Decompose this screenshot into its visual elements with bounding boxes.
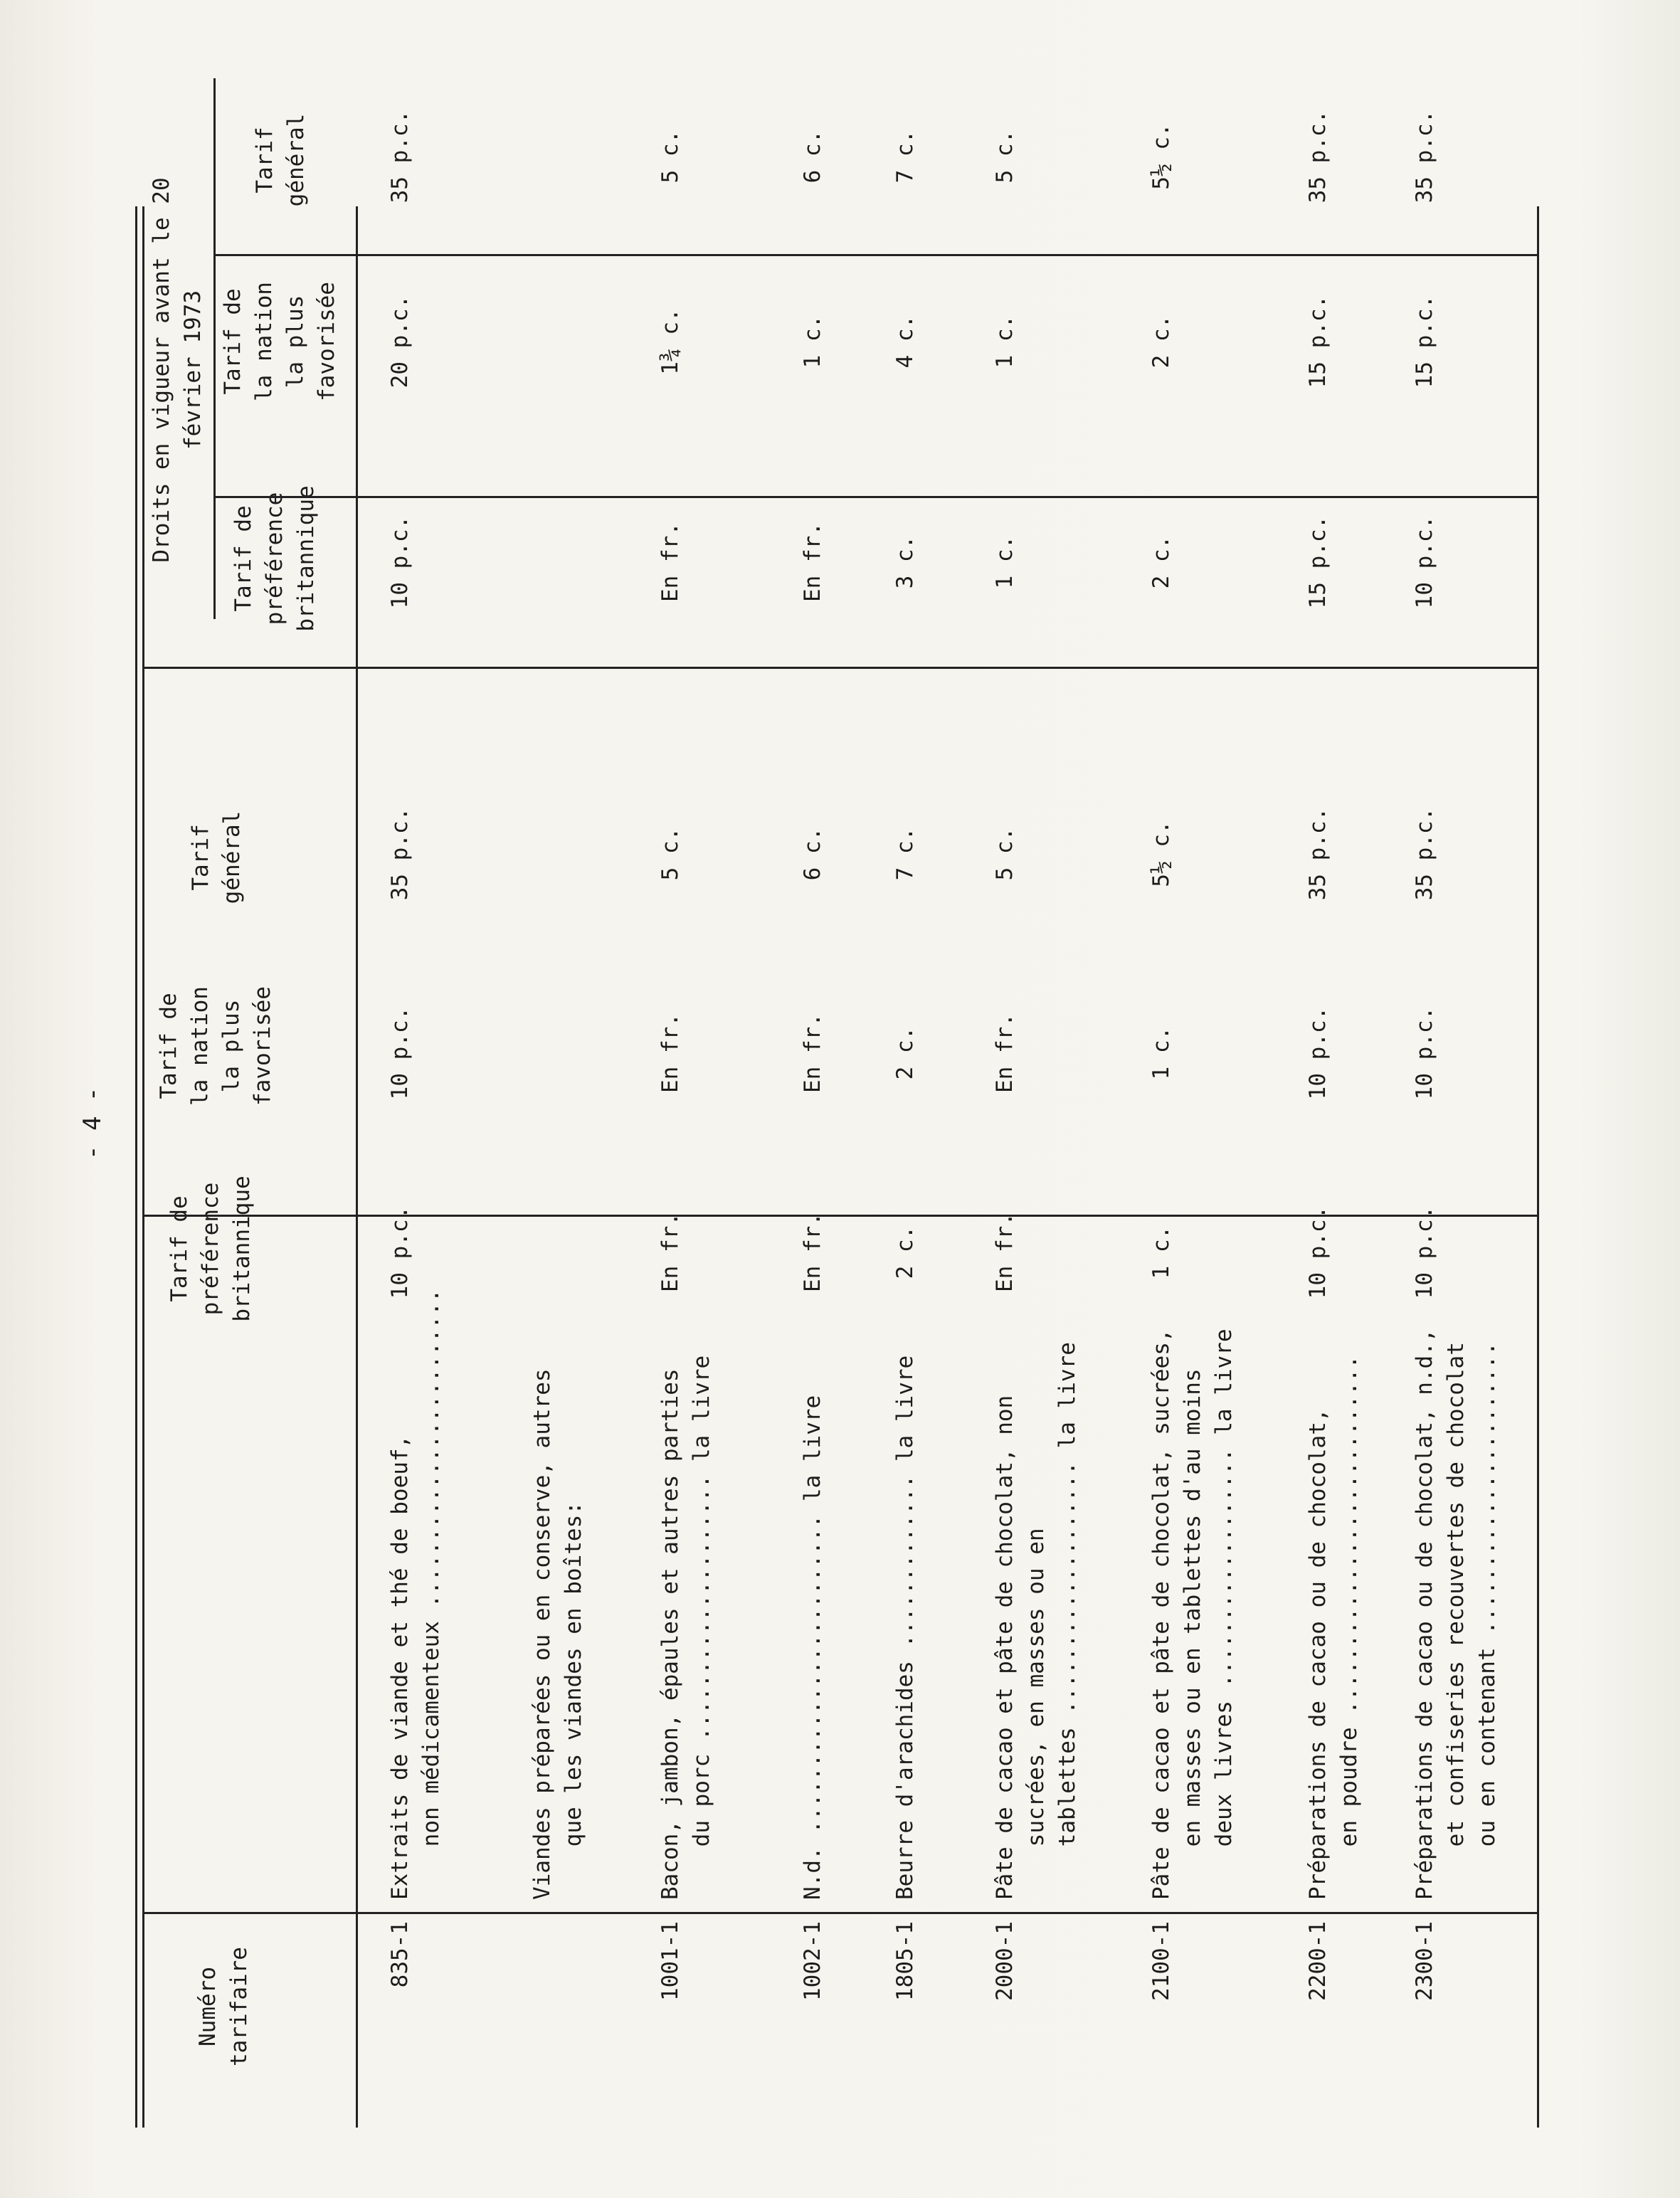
rate-mfn: 1 c. — [1148, 1026, 1174, 1080]
rate-general: 5 c. — [657, 827, 683, 881]
tariff-number: 835-1 — [387, 1921, 413, 1988]
rate-general-prior: 35 p.c. — [387, 110, 413, 204]
header-mfn-2: Tarif de la nation la plus favorisée — [220, 282, 339, 401]
rate-british-prior: 10 p.c. — [387, 515, 413, 609]
header-general: Tarif général — [188, 810, 245, 904]
rate-general: 35 p.c. — [1412, 807, 1437, 901]
item-description: Beurre d'arachides ............. la livre — [892, 1355, 918, 1900]
rate-mfn-prior: 1¾ c. — [657, 308, 683, 375]
rate-general-prior: 5 c. — [992, 130, 1018, 184]
rate-mfn-prior: 15 p.c. — [1305, 295, 1331, 389]
rate-general: 35 p.c. — [1305, 807, 1331, 901]
item-description: Bacon, jambon, épaules et autres parties du porc .................... la livre — [657, 1355, 714, 1900]
rate-mfn: En fr. — [992, 1013, 1018, 1093]
rate-british-prior: En fr. — [800, 522, 825, 602]
page-number: - 4 - — [78, 1087, 107, 1160]
rate-british: En fr. — [992, 1212, 1018, 1292]
rate-british-prior: 1 c. — [992, 535, 1018, 589]
header-general-2: Tarif général — [252, 113, 309, 207]
rate-british-prior: 3 c. — [892, 535, 918, 589]
rate-mfn: En fr. — [657, 1013, 683, 1093]
header-mfn: Tarif de la nation la plus favorisée — [156, 986, 275, 1106]
rate-general: 5 c. — [992, 827, 1018, 881]
tariff-number: 2300-1 — [1412, 1921, 1437, 2001]
rate-mfn: 10 p.c. — [387, 1006, 413, 1100]
rotated-tariff-table — [78, 64, 1680, 2128]
item-description: Viandes préparées ou en conserve, autres que les viandes en boîtes: — [529, 1368, 586, 1900]
rate-general-prior: 6 c. — [800, 130, 825, 184]
rate-mfn: En fr. — [800, 1013, 825, 1093]
rate-mfn: 2 c. — [892, 1026, 918, 1080]
rate-mfn: 10 p.c. — [1412, 1006, 1437, 1100]
rate-mfn-prior: 15 p.c. — [1412, 295, 1437, 389]
item-description: Préparations de cacao ou de chocolat, n.d., et confiseries recouvertes de chocolat ou en contenant ...................... — [1412, 1328, 1500, 1900]
rate-british: 10 p.c. — [1412, 1205, 1437, 1299]
header-group-title: Droits en vigueur avant le 20 février 1973 — [149, 177, 206, 563]
tariff-number: 2200-1 — [1305, 1921, 1331, 2001]
item-description: Pâte de cacao et pâte de chocolat, sucrées, en masses ou en tablettes d'au moins deux livres .................. la livre — [1148, 1328, 1237, 1900]
tariff-number: 2000-1 — [992, 1921, 1018, 2001]
rate-general: 6 c. — [800, 827, 825, 881]
rate-mfn-prior: 4 c. — [892, 315, 918, 369]
tariff-number: 1805-1 — [892, 1921, 918, 2001]
item-description: Pâte de cacao et pâte de chocolat, non sucrées, en masses ou en tablettes ................... la livre — [992, 1342, 1080, 1900]
rate-british-prior: 10 p.c. — [1412, 515, 1437, 609]
header-british-2: Tarif de préférence britannique — [231, 485, 319, 632]
tariff-number: 2100-1 — [1148, 1921, 1174, 2001]
rate-british: En fr. — [657, 1212, 683, 1292]
rate-general-prior: 35 p.c. — [1412, 110, 1437, 204]
rate-general-prior: 35 p.c. — [1305, 110, 1331, 204]
header-british: Tarif de préférence britannique — [167, 1175, 255, 1322]
item-description: N.d. ........................ la livre — [800, 1395, 825, 1900]
item-description: Extraits de viande et thé de boeuf, non médicamenteux ........................ — [387, 1289, 444, 1900]
header-rule — [356, 206, 358, 2128]
rate-british-prior: 15 p.c. — [1305, 515, 1331, 609]
item-description: Préparations de cacao ou de chocolat, en poudre ........................... — [1305, 1355, 1362, 1900]
col-rule-3 — [142, 667, 1537, 669]
rate-general: 5½ c. — [1148, 820, 1174, 887]
col-rule-1 — [142, 1912, 1537, 1914]
rate-mfn: 10 p.c. — [1305, 1006, 1331, 1100]
tariff-number: 1001-1 — [657, 1921, 683, 2001]
rate-general: 35 p.c. — [387, 807, 413, 901]
rate-general-prior: 7 c. — [892, 130, 918, 184]
rate-mfn-prior: 20 p.c. — [387, 295, 413, 389]
bottom-rule — [1537, 206, 1539, 2128]
top-rule-2 — [142, 206, 144, 2128]
rate-british: En fr. — [800, 1212, 825, 1292]
rate-british: 2 c. — [892, 1225, 918, 1279]
tariff-number: 1002-1 — [800, 1921, 825, 2001]
rate-mfn-prior: 1 c. — [800, 315, 825, 369]
rate-british-prior: 2 c. — [1148, 535, 1174, 589]
rate-british: 10 p.c. — [387, 1205, 413, 1299]
rate-general: 7 c. — [892, 827, 918, 881]
group-underline — [213, 78, 216, 619]
top-rule — [135, 206, 137, 2128]
header-number: Numéro tarifaire — [195, 1947, 252, 2066]
rate-mfn-prior: 2 c. — [1148, 315, 1174, 369]
rate-british: 1 c. — [1148, 1225, 1174, 1279]
rate-british-prior: En fr. — [657, 522, 683, 602]
rate-general-prior: 5½ c. — [1148, 123, 1174, 190]
rate-general-prior: 5 c. — [657, 130, 683, 184]
rate-british: 10 p.c. — [1305, 1205, 1331, 1299]
rate-mfn-prior: 1 c. — [992, 315, 1018, 369]
